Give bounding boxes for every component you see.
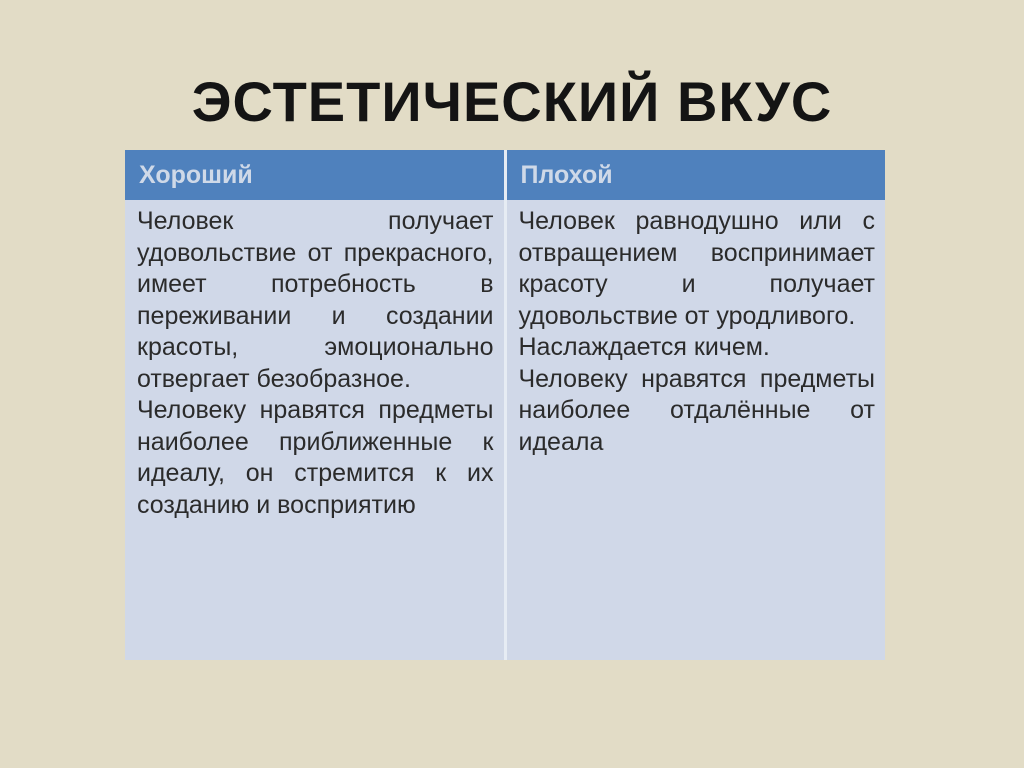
table-header-row — [125, 150, 885, 200]
table-row — [125, 200, 885, 660]
bad-paragraph-2: Наслаждается кичем. — [518, 333, 770, 361]
header-bad: Плохой — [505, 150, 885, 200]
good-paragraph-2: Человеку нравятся предметы наиболее приближенные к идеалу, он стремится к их созданию и восприятию — [137, 396, 494, 519]
cell-bad — [505, 200, 885, 660]
comparison-table — [125, 150, 885, 660]
cell-good — [125, 200, 505, 660]
bad-paragraph-1: Человек равнодушно или с отвращением воспринимает красоту и получает удовольствие от уродливого. — [518, 207, 875, 330]
header-good: Хороший — [125, 150, 505, 200]
slide-title: ЭСТЕТИЧЕСКИЙ ВКУС — [191, 70, 833, 133]
good-paragraph-1: Человек получает удовольствие от прекрасного, имеет потребность в переживании и создании красоты, эмоционально отвергает безобразное. — [137, 207, 494, 393]
bad-paragraph-3: Человеку нравятся предметы наиболее отдалённые от идеала — [518, 364, 875, 456]
